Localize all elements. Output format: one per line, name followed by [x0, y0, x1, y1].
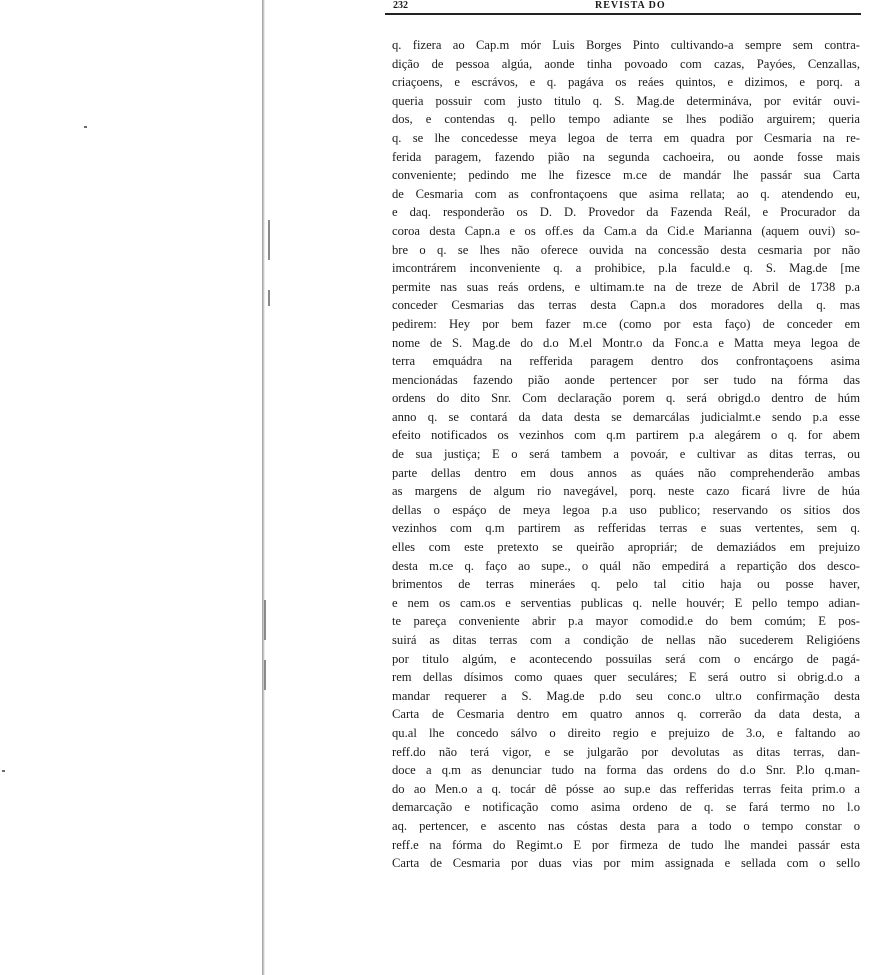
text-line: dos, e contendas q. pello tempo adiante se lhes podião arguirem; queria: [392, 112, 860, 127]
text-line: imcontrárem inconveniente q. a prohibice, p.la faculd.e q. S. Mag.de [me: [392, 261, 860, 276]
page-header: [385, 0, 861, 14]
text-line: efeito notificados os vezinhos com q.m partirem p.a alegárem o q. for abem: [392, 428, 860, 443]
text-line: coroa desta Capn.a e os off.es da Cam.a da Cid.e Marianna (aquem ouvi) so-: [392, 223, 860, 238]
gutter-mark: [264, 600, 266, 640]
text-line: te pareça conveniente abrir p.a mayor comodid.e do bem comúm; E pos-: [392, 614, 860, 629]
gutter-mark: [268, 220, 270, 260]
text-line: as margens de algum rio navegável, porq. neste cazo ficará livre de húa: [392, 484, 860, 499]
text-line: nome de S. Mag.de do d.o M.el Montr.o da Fonc.a e Matta meya legoa de: [392, 335, 860, 350]
text-line: q. fizera ao Cap.m mór Luis Borges Pinto cultivando-a sempre sem contra-: [392, 38, 860, 52]
text-line: e daq. responderão os D. D. Provedor da Fazenda Reál, e Procurador da: [392, 205, 860, 220]
text-line: Carta de Cesmaria dentro em quatro annos q. correrão da data desta, a: [392, 707, 860, 722]
header-rule: [385, 13, 861, 15]
text-line: elles com este pretexto se queirão apropriár; de demaziádos em prejuizo: [392, 540, 860, 555]
text-line: criaçoens, e escrávos, e q. pagáva os reáes quintos, e dizimos, e porq. a: [392, 75, 860, 90]
text-line: rem dellas dísimos como quaes quer seculáres; E será outro si obrig.d.o a: [392, 670, 860, 685]
gutter-mark: [268, 290, 270, 306]
text-line: conveniente; pedindo me lhe fizesce m.ce de mandár lhe passár sua Carta: [392, 168, 860, 183]
text-line: aq. pertencer, e ascento nas cóstas desta para a todo o tempo constar o: [392, 818, 860, 833]
text-line: mencionádas fazendo pião aonde pertencer por ser tudo na fórma das: [392, 372, 860, 387]
binding-gutter-line: [262, 0, 265, 975]
text-line: conceder Cesmarias das terras desta Capn.a dos moradores della q. mas: [392, 298, 860, 313]
text-line: qu.al lhe concedo sálvo o direito regio e prejuizo de 3.o, e faltando ao: [392, 725, 860, 740]
gutter-mark: [264, 660, 266, 690]
text-line: demarcação e notificação como asima ordeno de q. se fará termo no l.o: [392, 800, 860, 815]
text-line: de Cesmaria com as confrontaçoens que asima rellata; ao q. atendendo eu,: [392, 186, 860, 201]
running-head: REVISTA DO: [595, 0, 666, 11]
text-line: reff.e na fórma do Regimt.o E por firmeza de tudo lhe mandei passár esta: [392, 837, 860, 852]
text-line: permite nas suas reás ordens, e ultimam.te na de treze de Abril de 1738 p.a: [392, 279, 860, 294]
text-line: do ao Men.o a q. tocár dê pósse ao sup.e das refferidas terras feita prim.o a: [392, 781, 860, 796]
text-line: brimentos de terras mineráes q. pelo tal citio haja ou posse haver,: [392, 577, 860, 592]
text-line: reff.do não terá vigor, e se julgarão por devolutas as ditas terras, dan-: [392, 744, 860, 759]
text-line: desta m.ce q. faço ao supe., o quál não empedirá a repartição dos desco-: [392, 558, 860, 573]
text-line: suirá as ditas terras com a condição de nellas não sucederem Religióens: [392, 633, 860, 647]
text-line: bre o q. se lhes não oferece ouvida na concessão desta cesmaria por não: [392, 242, 860, 257]
text-line: ferida paragem, fazendo pião na segunda cachoeira, ou aonde fosse mais: [392, 149, 860, 164]
text-line: por titulo algúm, e acontecendo possuilas será com o encárgo de pagá-: [392, 651, 860, 666]
body-text: [392, 36, 860, 873]
text-line: anno q. se contará da data desta se demarcálas judicialmt.e sendo p.a esse: [392, 409, 860, 424]
text-line: queria possuir com justo titulo q. S. Mag.de determináva, por evitár ouvi-: [392, 93, 860, 108]
text-line: terra emquádra na refferida paragem dentro dos confrontaçoens asima: [392, 354, 860, 369]
text-line: dição de pessoa algúa, aonde tinha povoado com cazas, Payóes, Cenzallas,: [392, 56, 860, 71]
margin-speck: [84, 126, 87, 128]
page-number: 232: [393, 0, 408, 11]
text-line: ordens do dito Snr. Com declaração porem q. será obrigd.o dentro de húm: [392, 391, 860, 406]
text-line: doce a q.m as denunciar tudo na forma das ordens do d.o Snr. P.lo q.man-: [392, 763, 860, 778]
text-line: q. se lhe concedesse meya legoa de terra em quadra por Cesmaria na re-: [392, 130, 860, 145]
margin-speck: [2, 770, 5, 772]
text-line: mandar requerer a S. Mag.de p.do seu conc.o ultr.o confirmação desta: [392, 688, 860, 703]
text-line: de sua justiça; E o será tambem a povoár, e cultivar as ditas terras, ou: [392, 447, 860, 462]
text-line: e nem os cam.os e serventias publicas q. nelle houvér; E pello tempo adian-: [392, 595, 860, 610]
text-line: pedirem: Hey por bem fazer m.ce (como por esta faço) de conceder em: [392, 316, 860, 331]
text-line: vezinhos com q.m partirem as refferidas terras e suas vertentes, sem q.: [392, 521, 860, 536]
text-line: dellas o espáço de meya legoa p.a uso publico; reservando os sitios dos: [392, 502, 860, 517]
text-line: parte dellas dentro em dous annos as quáes não comprehenderão ambas: [392, 465, 860, 480]
text-line: Carta de Cesmaria por duas vias por mim assignada e sellada com o sello: [392, 856, 860, 871]
